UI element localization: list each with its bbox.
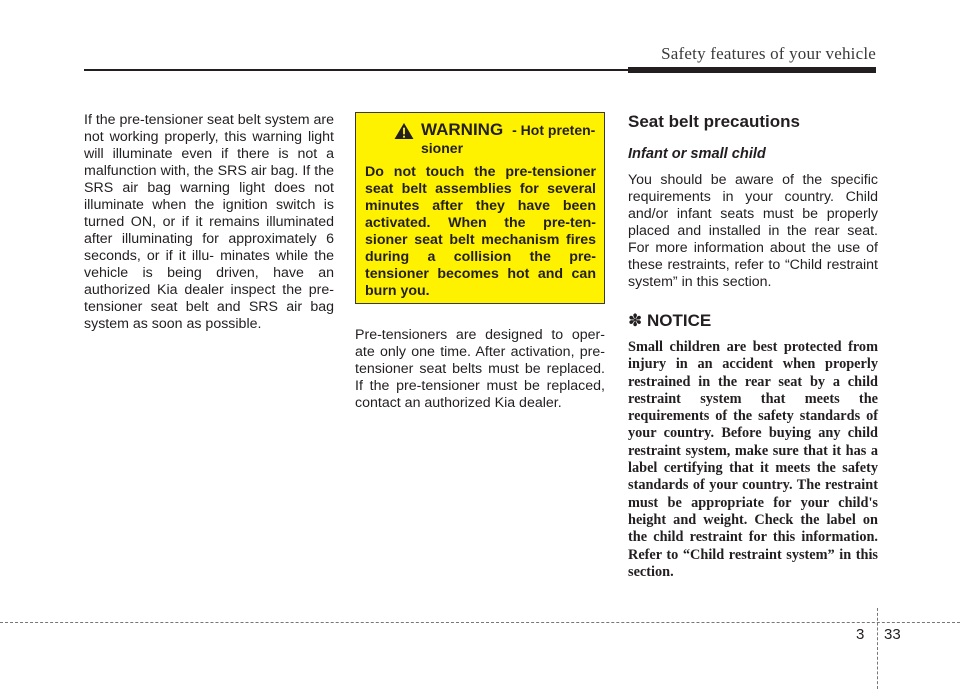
warning-box — [355, 112, 605, 304]
warning-body: Do not touch the pre-tensioner seat belt assemblies for several minutes after they have been activated. When the pre-ten- sioner seat belt mechanism fires during a collision the pre- tensioner becomes hot and can burn you. — [365, 164, 596, 299]
pretensioner-warning-light-paragraph: If the pre-tensioner seat belt system are not working properly, this warning light will illuminate even if there is not a malfunction with, the SRS air bag. If the SRS air bag warning light does not illuminate when the ignition switch is turned ON, or if it remains illuminated after illuminating for approximately 6 seconds, or if it illu- minates while the vehicle is being driven, have an authorized Kia dealer inspect the pre-tensioner seat belt and SRS air bag system as soon as possible. — [84, 112, 334, 332]
page-number: 33 — [884, 626, 901, 643]
warning-label: WARNING — [421, 120, 504, 139]
header-rule-accent — [628, 67, 876, 73]
warning-subtitle: - Hot preten- sioner — [421, 122, 596, 156]
column-right — [628, 112, 878, 581]
column-left — [84, 112, 334, 333]
subsection-title: Infant or small child — [628, 146, 766, 162]
column-middle — [355, 112, 605, 412]
child-seat-paragraph: You should be aware of the specific requirements in your country. Child and/or infant seats must be properly placed and installed in the rear seat. For more information about the use of these restraints, refer to “Child restraint system” in this section. — [628, 172, 878, 290]
notice-body: Small children are best protected from injury in an accident when properly restrained in the rear seat by a child restraint system that meets the requirements of the safety standards of your country. Before buying any child restraint system, make sure that it has a label certifying that it meets the safety standards of your country. The restraint must be appropriate for your child's height and weight. Check the label on the child restraint for this information. Refer to “Child restraint system” in this section. — [628, 339, 878, 580]
notice-title: ✽ NOTICE — [628, 311, 712, 330]
warning-header — [393, 121, 596, 158]
warning-triangle-icon — [393, 122, 415, 140]
chapter-number: 3 — [856, 626, 865, 643]
running-header: Safety features of your vehicle — [661, 44, 876, 63]
footer-divider — [877, 608, 878, 689]
footer-rule — [0, 622, 960, 623]
pretensioner-replacement-paragraph: Pre-tensioners are designed to oper- ate only one time. After activation, pre-tensioner seat belts must be replaced. If the pre-tensioner must be replaced, contact an authorized Kia dealer. — [355, 327, 605, 411]
section-title: Seat belt precautions — [628, 112, 800, 131]
